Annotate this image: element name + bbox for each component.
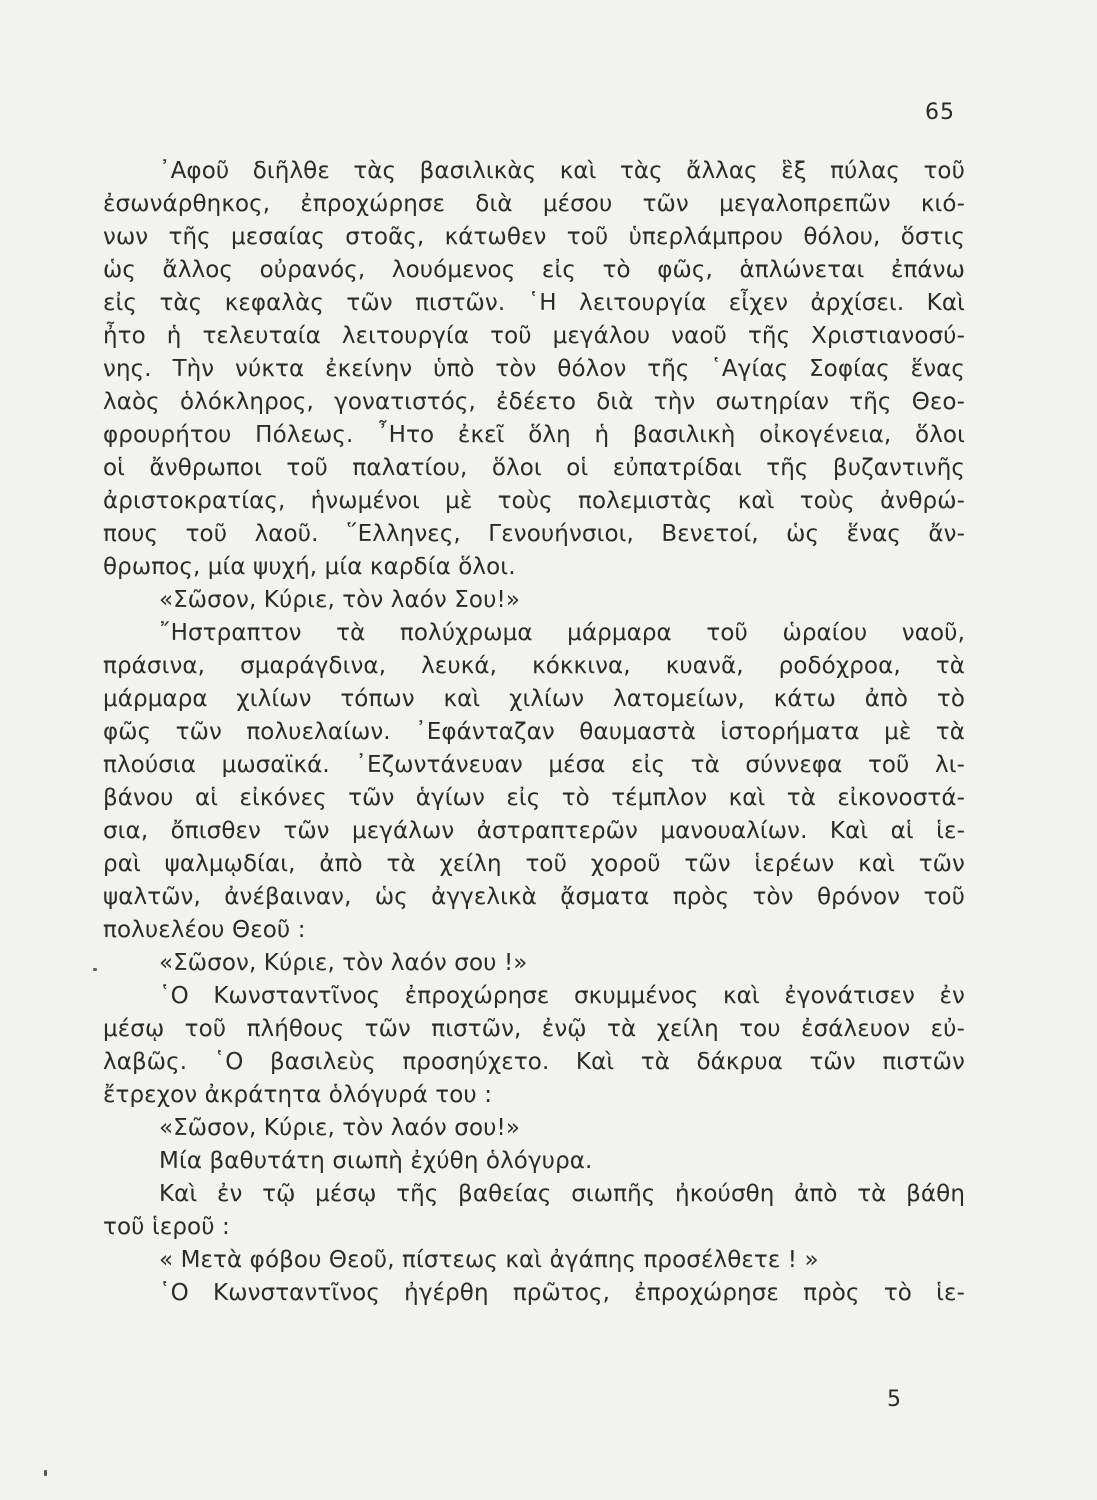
margin-dot [93, 968, 97, 971]
text-line: νης. Τὴν νύκτα ἐκείνην ὑπὸ τὸν θόλον τῆς ῾Αγίας Σοφίας ἕνας [103, 356, 965, 382]
text-line: τοῦ ἱεροῦ : [103, 1214, 230, 1240]
text-line: ῎Ηστραπτον τὰ πολύχρωμα μάρμαρα τοῦ ὡραίου ναοῦ, [159, 620, 965, 646]
text-line: ἀριστοκρατίας, ἡνωμένοι μὲ τοὺς πολεμιστὰς καὶ τοὺς ἀνθρώ- [103, 488, 965, 514]
text-line: εἰς τὰς κεφαλὰς τῶν πιστῶν. ῾Η λειτουργία εἶχεν ἀρχίσει. Καὶ [103, 290, 965, 316]
margin-dot [44, 1470, 47, 1476]
text-line: νων τῆς μεσαίας στοᾶς, κάτωθεν τοῦ ὑπερλάμπρου θόλου, ὅστις [103, 224, 965, 250]
text-line: Μία βαθυτάτη σιωπὴ ἐχύθη ὁλόγυρα. [159, 1148, 593, 1174]
text-line: ᾿Αφοῦ διῆλθε τὰς βασιλικὰς καὶ τὰς ἄλλας ἓξ πύλας τοῦ [159, 158, 965, 184]
text-line: πολυελέου Θεοῦ : [103, 917, 306, 943]
quote-line: «Σῶσον, Κύριε, τὸν λαόν σου!» [159, 1115, 521, 1141]
text-line: πους τοῦ λαοῦ. ῞Ελληνες, Γενουήνσιοι, Βενετοί, ὡς ἕνας ἄν- [103, 521, 965, 547]
text-line: λαὸς ὁλόκληρος, γονατιστός, ἐδέετο διὰ τὴν σωτηρίαν τῆς Θεο- [103, 389, 965, 415]
text-line: φῶς τῶν πολυελαίων. ᾿Εφάνταζαν θαυμαστὰ ἱστορήματα μὲ τὰ [103, 719, 965, 745]
text-line: ὡς ἄλλος οὐρανός, λουόμενος εἰς τὸ φῶς, ἁπλώνεται ἐπάνω [103, 257, 965, 283]
text-line: ἦτο ἡ τελευταία λειτουργία τοῦ μεγάλου ναοῦ τῆς Χριστιανοσύ- [103, 323, 965, 349]
text-line: ῾Ο Κωνσταντῖνος ἐπροχώρησε σκυμμένος καὶ ἐγονάτισεν ἐν [159, 983, 965, 1009]
quote-line: «Σῶσον, Κύριε, τὸν λαόν Σου!» [159, 587, 520, 613]
text-line: θρωπος, μία ψυχή, μία καρδία ὅλοι. [103, 554, 516, 580]
text-line: ἐσωνάρθηκος, ἐπροχώρησε διὰ μέσου τῶν μεγαλοπρεπῶν κιό- [103, 191, 965, 217]
text-line: ῾Ο Κωνσταντῖνος ἠγέρθη πρῶτος, ἐπροχώρησε πρὸς τὸ ἱε- [159, 1280, 965, 1306]
quote-line: «Σῶσον, Κύριε, τὸν λαόν σου !» [159, 950, 528, 976]
text-line: οἱ ἄνθρωποι τοῦ παλατίου, ὅλοι οἱ εὐπατρίδαι τῆς βυζαντινῆς [103, 455, 965, 481]
text-line: βάνου αἱ εἰκόνες τῶν ἁγίων εἰς τὸ τέμπλον καὶ τὰ εἰκονοστά- [103, 785, 965, 811]
text-line: ραὶ ψαλμῳδίαι, ἀπὸ τὰ χείλη τοῦ χοροῦ τῶν ἱερέων καὶ τῶν [103, 851, 965, 877]
text-line: μέσῳ τοῦ πλήθους τῶν πιστῶν, ἐνῷ τὰ χείλη του ἐσάλευον εὐ- [103, 1016, 965, 1042]
text-line: Καὶ ἐν τῷ μέσῳ τῆς βαθείας σιωπῆς ἠκούσθη ἀπὸ τὰ βάθη [159, 1181, 965, 1207]
text-line: πλούσια μωσαϊκά. ᾿Εζωντάνευαν μέσα εἰς τὰ σύννεφα τοῦ λι- [103, 752, 965, 778]
body-text [103, 155, 965, 1310]
text-line: μάρμαρα χιλίων τόπων καὶ χιλίων λατομείων, κάτω ἀπὸ τὸ [103, 686, 965, 712]
text-line: ψαλτῶν, ἀνέβαιναν, ὡς ἀγγελικὰ ᾄσματα πρὸς τὸν θρόνον τοῦ [103, 884, 965, 910]
text-line: σια, ὄπισθεν τῶν μεγάλων ἀστραπτερῶν μανουαλίων. Καὶ αἱ ἱε- [103, 818, 965, 844]
text-line: φρουρήτου Πόλεως. ῏Ητο ἐκεῖ ὅλη ἡ βασιλικὴ οἰκογένεια, ὅλοι [103, 422, 965, 448]
text-line: πράσινα, σμαράγδινα, λευκά, κόκκινα, κυανᾶ, ροδόχροα, τὰ [103, 653, 965, 679]
quote-line: « Μετὰ φόβου Θεοῦ, πίστεως καὶ ἀγάπης προσέλθετε ! » [159, 1247, 819, 1273]
signature-mark: 5 [887, 1387, 901, 1412]
page-number: 65 [925, 100, 955, 125]
text-line: ἔτρεχον ἀκράτητα ὁλόγυρά του : [103, 1082, 493, 1108]
text-line: λαβῶς. ῾Ο βασιλεὺς προσηύχετο. Καὶ τὰ δάκρυα τῶν πιστῶν [103, 1049, 965, 1075]
